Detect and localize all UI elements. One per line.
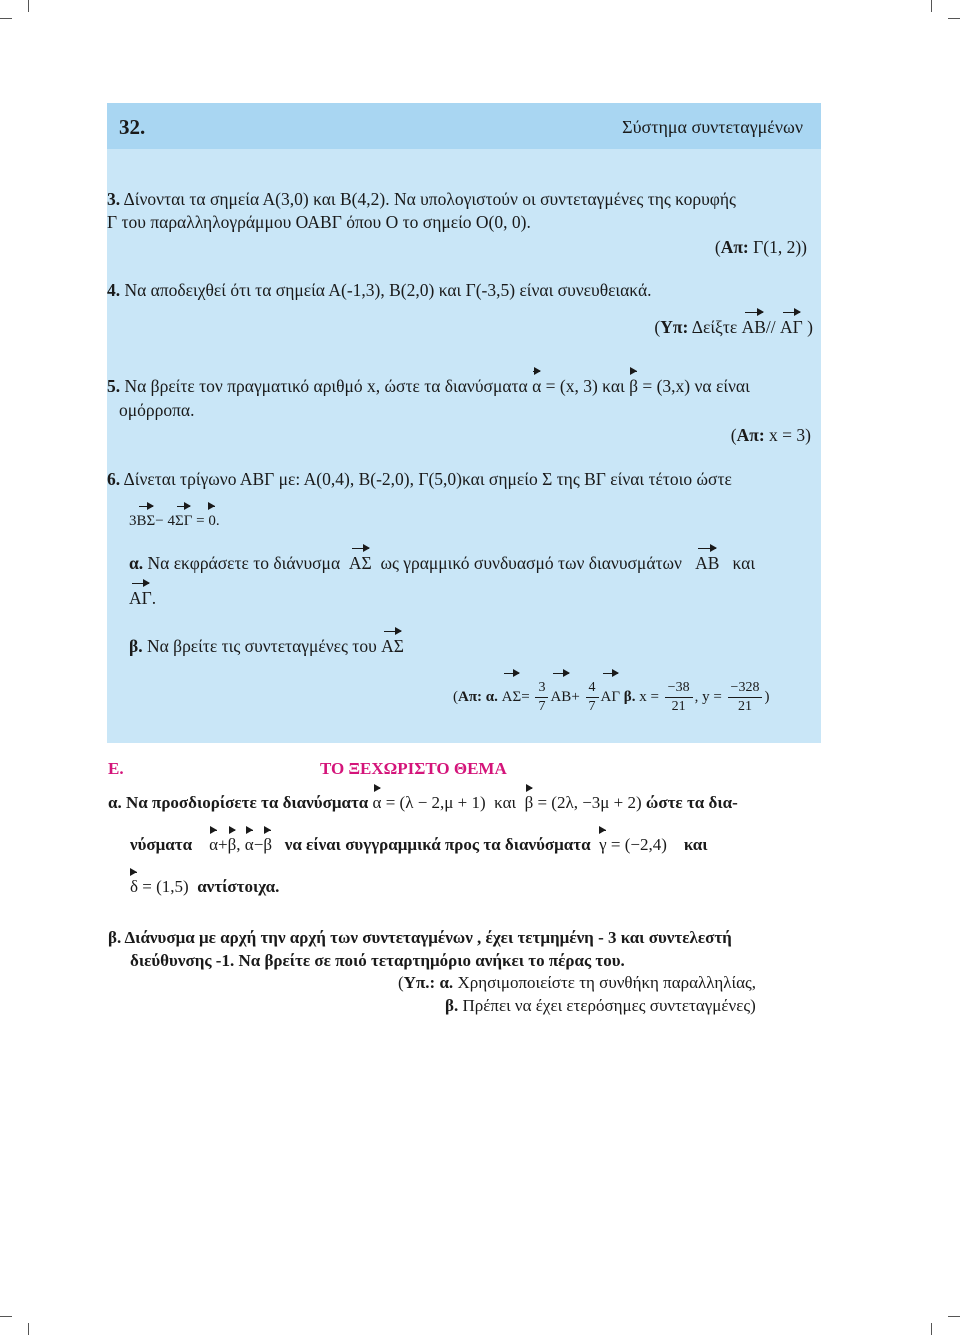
exercise-6-line1: 6. Δίνεται τρίγωνο ΑΒΓ με: Α(0,4), Β(-2,0), Γ(5,0)και σημείο Σ της ΒΓ είναι τέτοιο ώστε xyxy=(107,469,732,489)
exercise-6-condition: 3ΒΣ− 4ΣΓ = 0. xyxy=(129,508,220,532)
exercise-6-part-a: α. Να εκφράσετε το διάνυσμα ΑΣ ως γραμμικό συνδυασμό των διανυσμάτων ΑΒ και xyxy=(129,550,755,574)
section-part-b-line2: διεύθυνσης -1. Να βρείτε σε ποιό τεταρτημόριο ανήκει το πέρας του. xyxy=(130,951,625,970)
exercise-6-answer: (Απ: α. ΑΣ= $\frac{3}{7}$ ΑΒ+ $\frac{4}{7}$ ΑΓ β. x = $\frac{-38}{21}$ , y = $\frac{-328}{21}$ ) xyxy=(453,675,769,717)
section-part-a-line2: νύσματα α+β, α−β να είναι συγγραμμικά προς τα διανύσματα γ = (−2,4) και xyxy=(130,832,708,856)
section-part-a-line1: α. Να προσδιορίσετε τα διανύσματα α = (λ − 2,μ + 1) και β = (2λ, −3μ + 2) ώστε τα δια- xyxy=(108,790,738,814)
exercise-5-line2: ομόρροπα. xyxy=(119,400,195,420)
exercise-3-answer: (Απ: Γ(1, 2)) xyxy=(714,237,807,257)
crop-mark xyxy=(931,1323,932,1335)
crop-mark xyxy=(0,18,12,19)
exercise-4-line1: 4. Να αποδειχθεί ότι τα σημεία Α(-1,3), Β(2,0) και Γ(-3,5) είναι συνευθειακά. xyxy=(107,280,652,300)
section-part-b-line1: β. Διάνυσμα με αρχή την αρχή των συντεταγμένων , έχει τετμημένη - 3 και συντελεστή xyxy=(108,928,732,947)
crop-mark xyxy=(948,18,960,19)
exercise-4-hint: (Υπ: Δείξτε ΑΒ// ΑΓ ) xyxy=(654,314,813,338)
exercise-6-part-a-cont: ΑΓ. xyxy=(129,585,156,609)
exercise-5-line1: 5. Να βρείτε τον πραγματικό αριθμό x, ώστε τα διανύσματα α = (x, 3) και β = (3,x) να είναι xyxy=(107,373,750,397)
section-part-a-line3: δ = (1,5) αντίστοιχα. xyxy=(130,874,279,898)
section-title: ΤΟ ΞΕΧΩΡΙΣΤΟ ΘΕΜΑ xyxy=(320,759,507,778)
section-hint-line2: β. Πρέπει να έχει ετερόσημες συντεταγμένες) xyxy=(445,996,756,1015)
fraction: $\frac{4}{7}$ xyxy=(586,679,599,716)
page-header xyxy=(107,103,821,149)
crop-mark xyxy=(948,1316,960,1317)
section-letter: Ε. xyxy=(108,759,124,778)
fraction: $\frac{3}{7}$ xyxy=(535,679,548,716)
section-hint-line1: (Υπ.: α. Χρησιμοποιείστε τη συνθήκη παραλληλίας, xyxy=(398,973,756,992)
crop-mark xyxy=(28,1323,29,1335)
crop-mark xyxy=(931,0,932,12)
exercise-panel xyxy=(107,103,821,743)
page-title: Σύστημα συντεταγμένων xyxy=(622,117,803,137)
crop-mark xyxy=(0,1316,12,1317)
exercise-3-line1: 3. Δίνονται τα σημεία Α(3,0) και Β(4,2). Να υπολογιστούν οι συντεταγμένες της κορυφής xyxy=(107,189,736,209)
exercise-3-line2: Γ του παραλληλογράμμου ΟΑΒΓ όπου Ο το σημείο Ο(0, 0). xyxy=(107,212,531,232)
page-number: 32. xyxy=(119,115,146,139)
exercise-6-part-b: β. Να βρείτε τις συντεταγμένες του ΑΣ xyxy=(129,633,404,657)
fraction: $\frac{-38}{21}$ xyxy=(665,679,693,716)
exercise-5-answer: (Απ: x = 3) xyxy=(730,425,811,445)
crop-mark xyxy=(28,0,29,12)
fraction: $\frac{-328}{21}$ xyxy=(728,679,763,716)
